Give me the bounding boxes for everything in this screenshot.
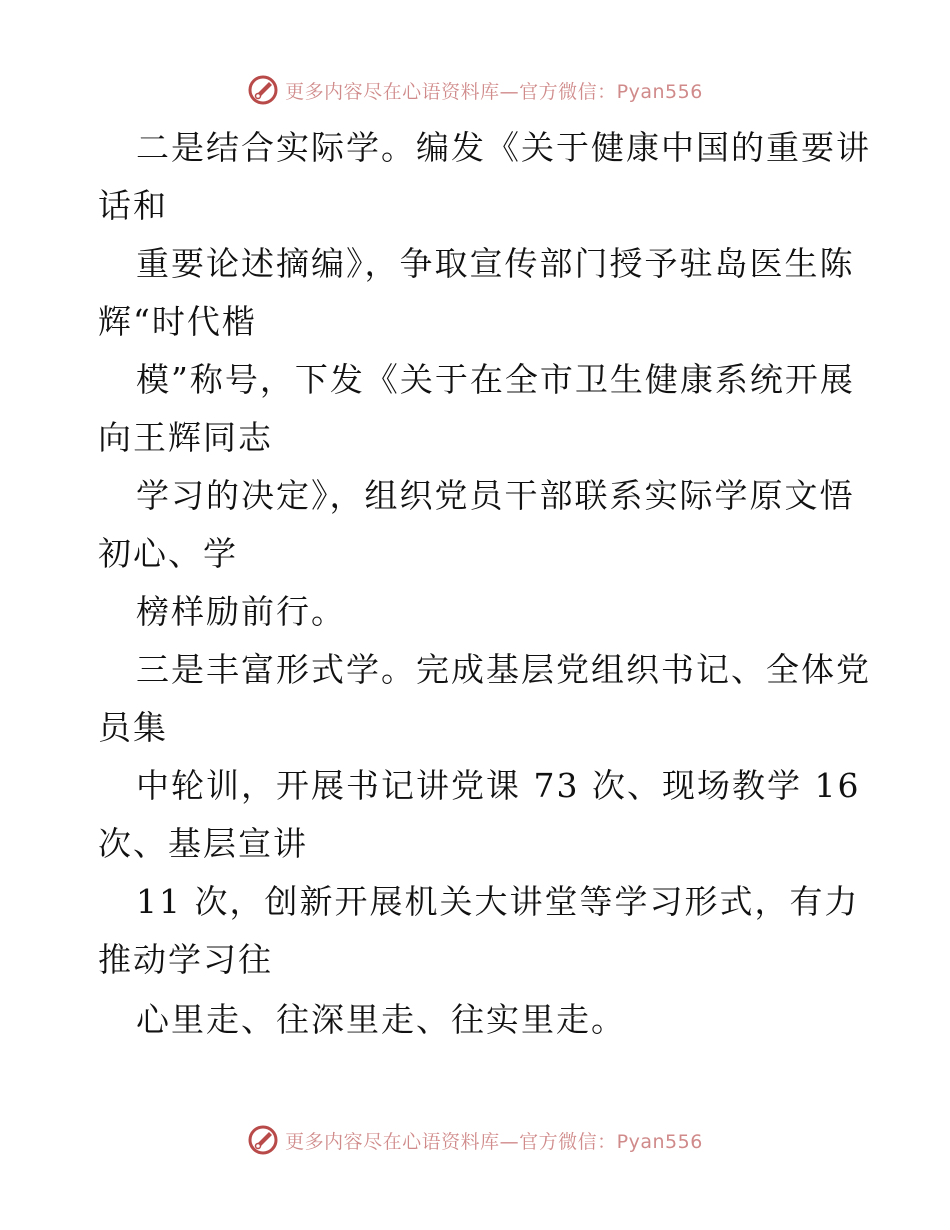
- body-line: 话和: [98, 186, 168, 225]
- brand-logo-icon: [247, 74, 279, 106]
- footer-banner: [0, 1122, 950, 1158]
- body-line: 向王辉同志: [98, 418, 273, 457]
- body-line: 11 次，创新开展机关大讲堂等学习形式，有力: [136, 882, 860, 921]
- body-line: 榜样励前行。: [136, 592, 346, 631]
- body-line: 三是丰富形式学。完成基层党组织书记、全体党: [136, 650, 871, 689]
- body-line: 初心、学: [98, 534, 238, 573]
- body-line: 中轮训，开展书记讲党课 73 次、现场教学 16: [136, 766, 861, 805]
- body-line: 模”称号，下发《关于在全市卫生健康系统开展: [136, 360, 855, 399]
- body-line: 推动学习往: [98, 940, 273, 979]
- body-line: 二是结合实际学。编发《关于健康中国的重要讲: [136, 128, 871, 167]
- body-line: 心里走、往深里走、往实里走。: [136, 1000, 626, 1039]
- body-line: 员集: [98, 708, 168, 747]
- brand-logo-icon: [247, 1124, 279, 1156]
- header-banner-text: 更多内容尽在心语资料库—官方微信：Pyan556: [285, 80, 703, 103]
- body-line: 重要论述摘编》，争取宣传部门授予驻岛医生陈: [136, 244, 855, 283]
- body-line: 次、基层宣讲: [98, 824, 308, 863]
- header-banner: [0, 72, 950, 108]
- body-line: 辉“时代楷: [98, 302, 257, 341]
- footer-banner-text: 更多内容尽在心语资料库—官方微信：Pyan556: [285, 1130, 703, 1153]
- body-line: 学习的决定》，组织党员干部联系实际学原文悟: [136, 476, 855, 515]
